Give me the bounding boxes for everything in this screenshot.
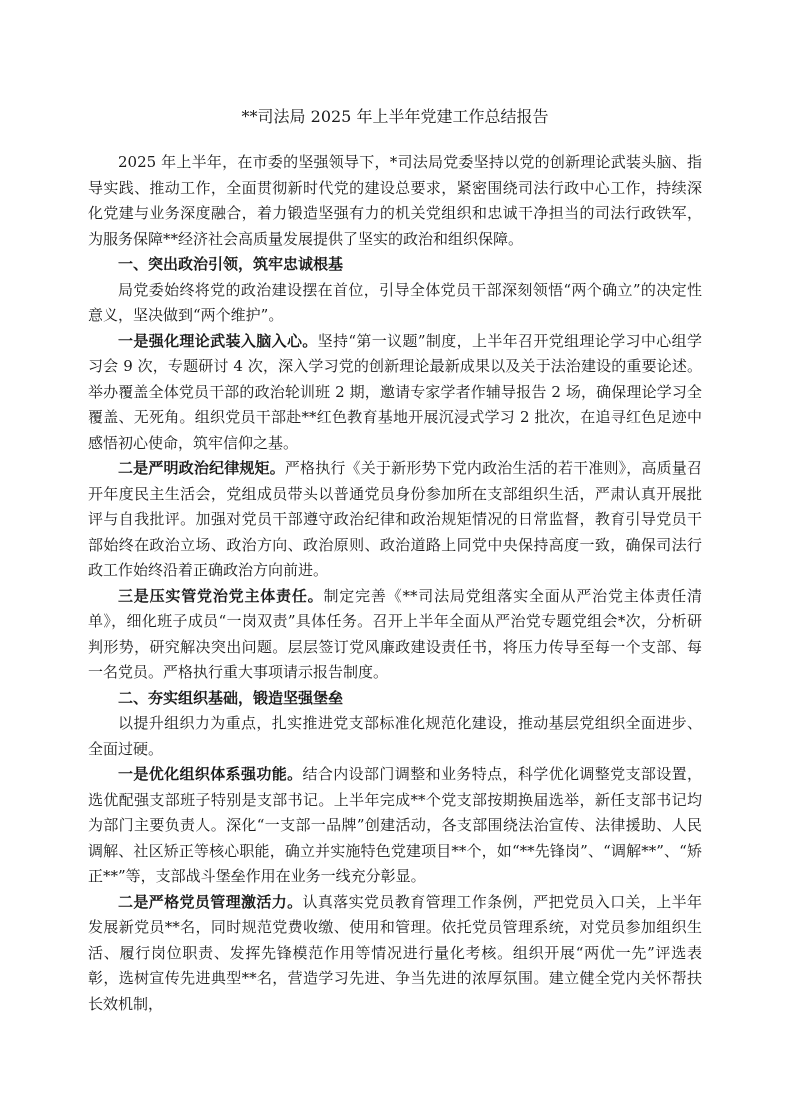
section-1-intro: 局党委始终将党的政治建设摆在首位，引导全体党员干部深刻领悟“两个确立”的决定性意义，坚决做到“两个维护”。 (88, 280, 702, 324)
section-1-item-2 (88, 456, 702, 584)
section-2-intro: 以提升组织力为重点，扎实推进党支部标准化规范化建设，推动基层党组织全面进步、全面过硬。 (88, 714, 702, 758)
item-text: 严格执行《关于新形势下党内政治生活的若干准则》，高质量召开年度民主生活会，党组成员带头以普通党员身份参加所在支部组织生活，严肃认真开展批评与自我批评。加强对党员干部遵守政治纪律和政治规矩情况的日常监督，教育引导党员干部始终在政治立场、政治方向、政治原则、政治道路上同党中央保持高度一致，确保司法行政工作始终沿着正确政治方向前进。 (88, 459, 702, 579)
item-lead: 一是强化理论武装入脑入心。 (118, 331, 318, 350)
intro-paragraph: 2025 年上半年，在市委的坚强领导下，*司法局党委坚持以党的创新理论武装头脑、指导实践、推动工作，全面贯彻新时代党的建设总要求，紧密围绕司法行政中心工作，持续深化党建与业务深度融合，着力锻造坚强有力的机关党组织和忠诚干净担当的司法行政铁军，为服务保障**经济社会高质量发展提供了坚实的政治和组织保障。 (88, 153, 702, 248)
section-1-item-1 (88, 329, 702, 457)
section-2-item-1 (88, 762, 702, 890)
document-title: **司法局 2025 年上半年党建工作总结报告 (241, 107, 549, 126)
section-2-heading: 二、夯实组织基础，锻造坚强堡垒 (118, 688, 344, 707)
item-lead: 二是严明政治纪律规矩。 (118, 459, 285, 477)
item-text: 认真落实党员教育管理工作条例，严把党员入口关，上半年发展新党员**名，同时规范党费收缴、使用和管理。依托党员管理系统，对党员参加组织生活、履行岗位职责、发挥先锋模范作用等情况进行量化考核。组织开展“两优一先”评选表彰，选树宣传先进典型**名，营造学习先进、争当先进的浓厚氛围。建立健全党内关怀帮扶长效机制， (88, 892, 702, 1013)
item-lead: 一是优化组织体系强功能。 (118, 765, 303, 783)
item-text: 结合内设部门调整和业务特点，科学优化调整党支部设置，选优配强支部班子特别是支部书记。上半年完成**个党支部按期换届选举，新任支部书记均为部门主要负责人。深化“一支部一品牌”创建活动，各支部围绕法治宣传、法律援助、人民调解、社区矫正等核心职能，确立并实施特色党建项目**个，如“**先锋岗”、“调解**”、“矫正**”等，支部战斗堡垒作用在业务一线充分彰显。 (88, 765, 702, 885)
section-2-item-2 (88, 890, 702, 1018)
section-1-heading: 一、突出政治引领，筑牢忠诚根基 (118, 255, 344, 273)
item-text: 制定完善《**司法局党组落实全面从严治党主体责任清单》，细化班子成员“一岗双责”具体任务。召开上半年全面从严治党专题党组会*次，分析研判形势，研究解决突出问题。层层签订党风廉政建设责任书，将压力传导至每一个支部、每一名党员。严格执行重大事项请示报告制度。 (88, 586, 702, 681)
item-lead: 三是压实管党治党主体责任。 (118, 586, 324, 605)
section-1-item-3 (88, 584, 702, 686)
item-lead: 二是严格党员管理激活力。 (118, 892, 303, 911)
item-text: 坚持“第一议题”制度，上半年召开党组理论学习中心组学习会 9 次，专题研讨 4 次，深入学习党的创新理论最新成果以及关于法治建设的重要论述。举办覆盖全体党员干部的政治轮训班 2 期，邀请专家学者作辅导报告 2 场，确保理论学习全覆盖、无死角。组织党员干部赴**红色教育基地开展沉浸式学习 2 批次，在追寻红色足迹中感悟初心使命，筑牢信仰之基。 (88, 331, 702, 452)
